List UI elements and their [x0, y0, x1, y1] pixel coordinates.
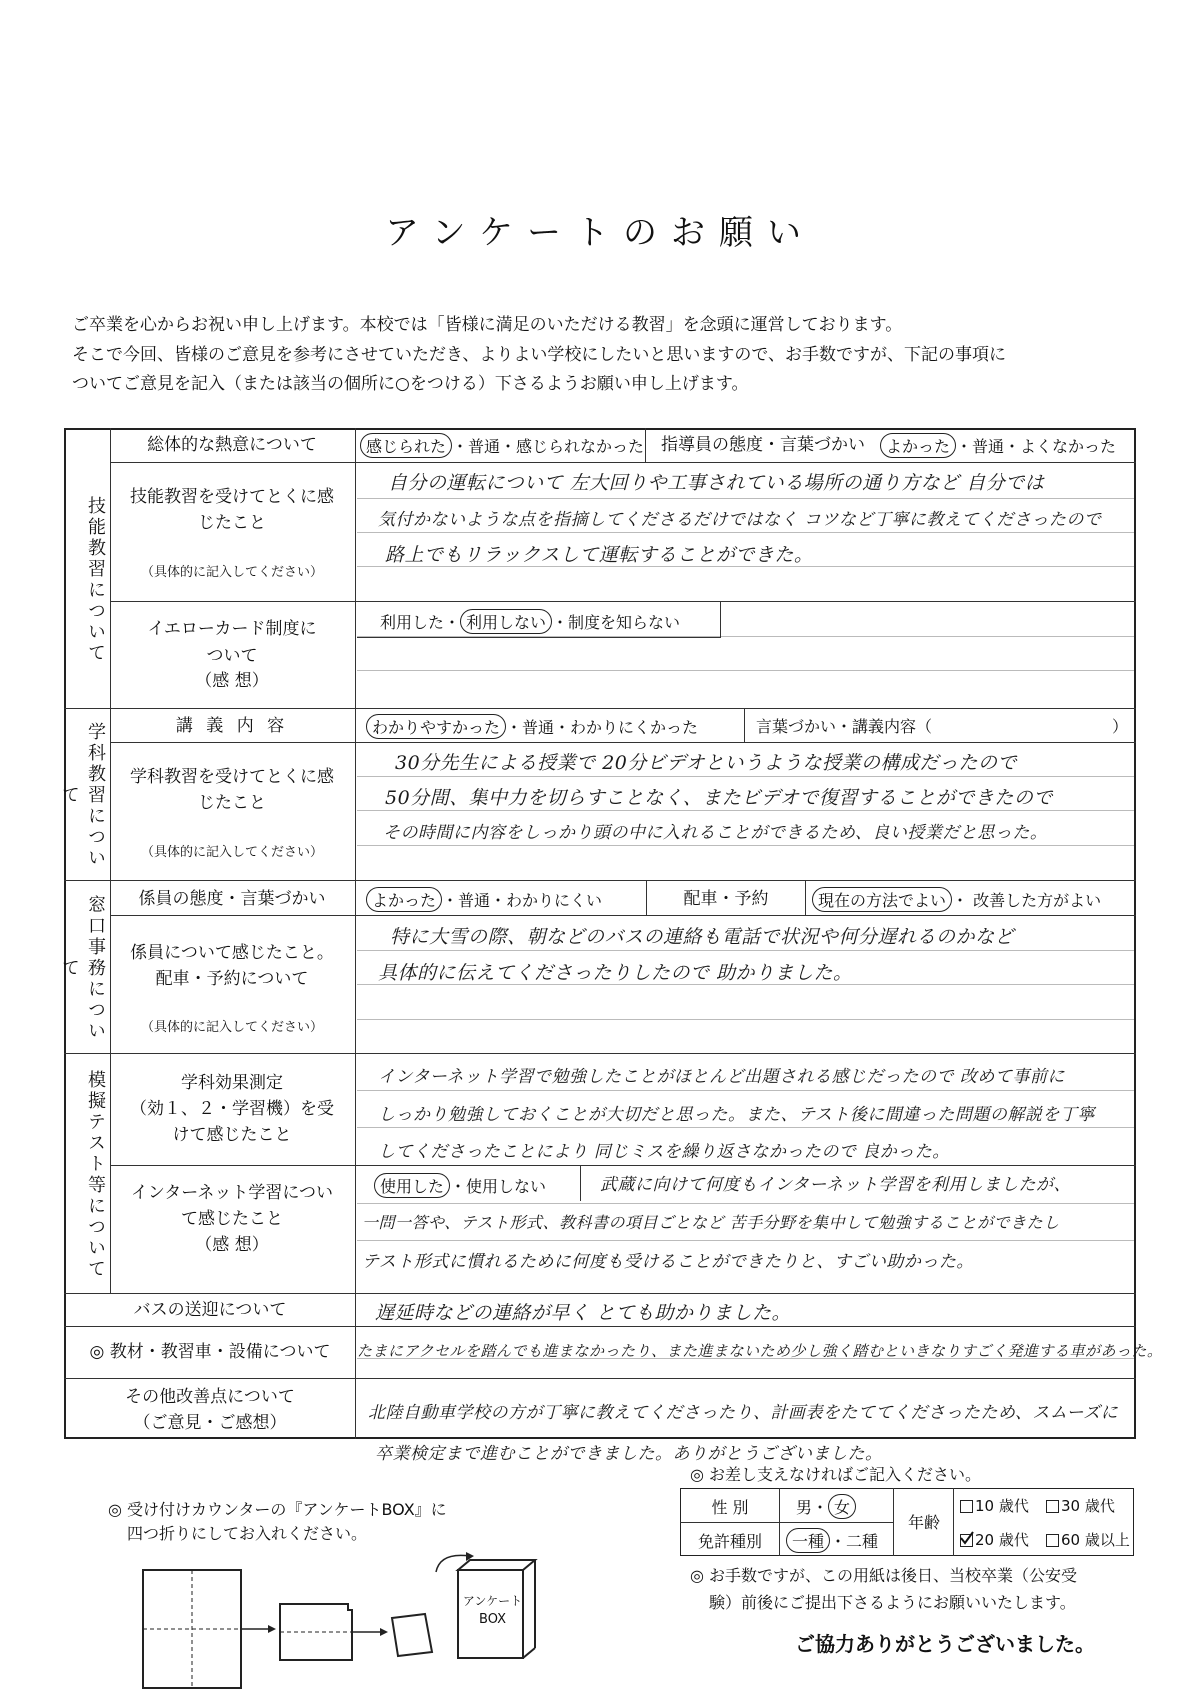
- internet-answer-1[interactable]: 武蔵に向けて何度もインターネット学習を利用しましたが、: [600, 1175, 1071, 1195]
- bus-label: バスの送迎について: [133, 1300, 287, 1320]
- submit-note-2: 験）前後にご提出下さるようにお願いいたします。: [709, 1593, 1076, 1612]
- effect-label-1: 学科効果測定: [181, 1073, 283, 1093]
- office-felt-answer-2[interactable]: 具体的に伝えてくださったりしたので 助かりました。: [378, 962, 853, 984]
- effect-label-2: （効１、２・学習機）を受: [130, 1099, 334, 1119]
- section-office: 窓口事務について: [59, 894, 106, 1042]
- effect-answer-3[interactable]: してくださったことにより 同じミスを繰り返さなかったので 良かった。: [378, 1142, 950, 1162]
- other-answer-1[interactable]: 北陸自動車学校の方が丁寧に教えてくださったり、計画表をたててくださったため、スムーズに: [368, 1403, 1119, 1423]
- office-felt-note: （具体的に記入してください）: [140, 1020, 323, 1035]
- other-label-1: その他改善点について: [125, 1387, 295, 1407]
- skill-felt-label-1: 技能教習を受けてとくに感: [130, 487, 334, 507]
- section-mock: 模擬テスト等について: [85, 1069, 106, 1280]
- checkbox-checked-icon: [960, 1534, 973, 1547]
- checkbox-icon: [960, 1500, 973, 1513]
- license-one-selected: 一種: [786, 1528, 830, 1553]
- academic-felt-answer-3[interactable]: その時間に内容をしっかり頭の中に入れることができるため、良い授業だと思った。: [383, 823, 1048, 843]
- instructor-label: 指導員の態度・言葉づかい: [661, 435, 865, 455]
- equipment-answer[interactable]: たまにアクセルを踏んでも進まなかったり、また進まないため少し強く踏むといきなりすごく発進する車があった。: [357, 1342, 1163, 1360]
- option-easy-selected: わかりやすかった: [366, 714, 506, 739]
- internet-answer-3[interactable]: テスト形式に慣れるために何度も受けることができたりと、すごい助かった。: [362, 1252, 974, 1272]
- intro-line-2: そこで今回、皆様のご意見を参考にさせていただき、よりよい学校にしたいと思いますので、お手数ですが、下記の事項に: [72, 345, 1006, 365]
- counter-note-1: ◎ 受け付けカウンターの『アンケートBOX』に: [108, 1500, 447, 1519]
- checkbox-icon: [1046, 1534, 1059, 1547]
- submit-note-1: ◎ お手数ですが、この用紙は後日、当校卒業（公安受: [690, 1566, 1078, 1585]
- effect-answer-1[interactable]: インターネット学習で勉強したことがほとんど出題される感じだったので 改めて事前に: [378, 1067, 1065, 1087]
- academic-felt-answer-1[interactable]: 30分先生による授業で 20分ビデオというような授業の構成だったので: [395, 752, 1018, 774]
- other-answer-2[interactable]: 卒業検定まで進むことができました。ありがとうございました。: [375, 1444, 883, 1464]
- age-20[interactable]: 20 歳代: [960, 1529, 1029, 1550]
- effect-answer-2[interactable]: しっかり勉強しておくことが大切だと思った。また、テスト後に間違った問題の解説を丁寧: [378, 1105, 1095, 1125]
- other-label-2: （ご意見・ご感想）: [133, 1413, 287, 1433]
- dispatch-options[interactable]: 現在の方法でよい ・ 改善した方がよい: [812, 887, 1101, 912]
- skill-felt-note: （具体的に記入してください）: [140, 565, 323, 580]
- box-label-2: BOX: [479, 1612, 506, 1627]
- yellow-label-3: （感 想）: [195, 671, 269, 691]
- bus-answer[interactable]: 遅延時などの連絡が早く とても助かりました。: [375, 1302, 792, 1324]
- lecture-extra[interactable]: 言葉づかい・講義内容（: [756, 717, 933, 736]
- enthusiasm-options[interactable]: 感じられた ・普通・感じられなかった: [360, 433, 644, 458]
- internet-label-3: （感 想）: [195, 1235, 269, 1255]
- effect-label-3: けて感じたこと: [172, 1125, 292, 1145]
- intro-line-1: ご卒業を心からお祝い申し上げます。本校では「皆様に満足のいただける教習」を念頭に運営しております。: [72, 315, 903, 335]
- gender-female-selected: 女: [828, 1494, 856, 1519]
- academic-felt-note: （具体的に記入してください）: [140, 845, 323, 860]
- section-skill: 技能教習について: [85, 496, 106, 664]
- option-not-used-selected: 利用しない: [460, 609, 552, 634]
- thanks-message: ご協力ありがとうございました。: [795, 1632, 1095, 1656]
- intro-line-3: ついてご意見を記入（または該当の個所に○をつける）下さるようお願い申し上げます。: [72, 374, 749, 394]
- counter-note-2: 四つ折りにしてお入れください。: [127, 1524, 368, 1543]
- academic-felt-answer-2[interactable]: 50分間、集中力を切らすことなく、またビデオで復習することができたので: [385, 787, 1053, 809]
- license-options[interactable]: 一種 ・二種: [786, 1528, 878, 1553]
- academic-felt-label-2: じたこと: [198, 793, 266, 813]
- option-current-selected: 現在の方法でよい: [812, 887, 952, 912]
- license-label: 免許種別: [697, 1532, 762, 1551]
- page-title: アンケートのお願い: [385, 213, 815, 253]
- optional-note: ◎ お差し支えなければご記入ください。: [690, 1465, 982, 1484]
- office-felt-label-2: 配車・予約について: [155, 969, 309, 989]
- age-60[interactable]: 60 歳以上: [1046, 1529, 1130, 1550]
- internet-label-1: インターネット学習につい: [130, 1183, 334, 1203]
- skill-felt-answer-1[interactable]: 自分の運転について 左大回りや工事されている場所の通り方など 自分では: [388, 472, 1045, 494]
- office-felt-label-1: 係員について感じたこと。: [130, 943, 334, 963]
- age-10[interactable]: 10 歳代: [960, 1495, 1029, 1516]
- gender-options[interactable]: 男・ 女: [796, 1494, 856, 1519]
- yellow-label-1: イエローカード制度に: [147, 619, 317, 639]
- skill-felt-label-2: じたこと: [198, 513, 266, 533]
- internet-answer-2[interactable]: 一問一答や、テスト形式、教科書の項目ごとなど 苦手分野を集中して勉強することができたし: [362, 1213, 1060, 1232]
- internet-label-2: て感じたこと: [181, 1209, 283, 1229]
- yellow-options[interactable]: 利用した・ 利用しない ・制度を知らない: [380, 609, 680, 634]
- skill-felt-answer-3[interactable]: 路上でもリラックスして運転することができた。: [385, 544, 814, 566]
- internet-options[interactable]: 使用した ・使用しない: [374, 1173, 546, 1198]
- age-30[interactable]: 30 歳代: [1046, 1495, 1115, 1516]
- option-good-selected: よかった: [366, 887, 442, 912]
- equipment-label: ◎ 教材・教習車・設備について: [89, 1342, 331, 1362]
- age-label: 年齢: [907, 1513, 940, 1532]
- option-used-selected: 使用した: [374, 1173, 450, 1198]
- lecture-options[interactable]: わかりやすかった ・普通・わかりにくかった: [366, 714, 698, 739]
- lecture-label: 講 義 内 容: [175, 716, 289, 736]
- academic-felt-label-1: 学科教習を受けてとくに感: [130, 767, 334, 787]
- box-label-1: アンケート: [462, 1594, 523, 1608]
- instructor-options[interactable]: よかった ・普通・よくなかった: [880, 433, 1116, 458]
- staff-label: 係員の態度・言葉づかい: [138, 889, 326, 909]
- enthusiasm-label: 総体的な熱意について: [147, 435, 317, 455]
- option-felt-selected: 感じられた: [360, 433, 452, 458]
- gender-label: 性 別: [711, 1498, 749, 1517]
- staff-options[interactable]: よかった ・普通・わかりにくい: [366, 887, 602, 912]
- skill-felt-answer-2[interactable]: 気付かないような点を指摘してくださるだけではなく コツなど丁寧に教えてくださったので: [378, 510, 1102, 530]
- dispatch-label: 配車・予約: [683, 889, 769, 909]
- checkbox-icon: [1046, 1500, 1059, 1513]
- yellow-label-2: ついて: [206, 646, 258, 666]
- lecture-extra-close: ）: [1112, 717, 1129, 736]
- office-felt-answer-1[interactable]: 特に大雪の際、朝などのバスの連絡も電話で状況や何分遅れるのかなど: [390, 926, 1015, 948]
- section-academic: 学科教習について: [59, 721, 106, 869]
- option-good-selected: よかった: [880, 433, 956, 458]
